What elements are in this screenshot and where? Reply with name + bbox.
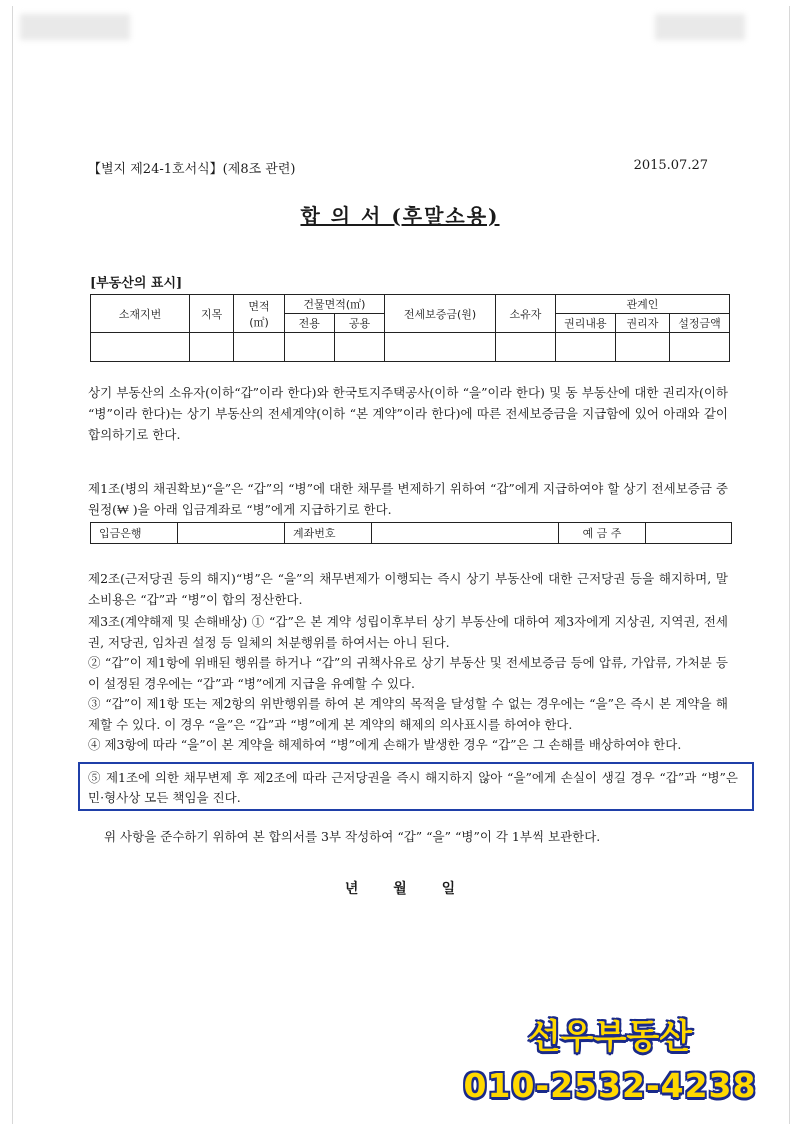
col-set-amount: 설정금액 — [669, 314, 729, 333]
col-land: 지목 — [190, 295, 234, 333]
col-building-area: 건물면적(㎡) — [284, 295, 384, 314]
blurred-mark-right — [655, 14, 745, 40]
col-exclusive: 전용 — [284, 314, 334, 333]
holder-value — [646, 523, 732, 544]
account-value — [372, 523, 559, 544]
article-3 — [88, 612, 728, 756]
brand-phone: 010-2532-4238 — [463, 1066, 757, 1105]
article-3-clause-2: ② “갑”이 제1항에 위배된 행위를 하거나 “갑”의 귀책사유로 상기 부동산 및 전세보증금 등에 압류, 가압류, 가처분 등이 설정된 경우에는 “갑”과 “병”에게 지급을 유예할 수 있다. — [88, 655, 728, 691]
header-line — [88, 158, 708, 177]
col-deposit: 전세보증금(원) — [385, 295, 496, 333]
article-2: 제2조(근저당권 등의 해지)“병”은 “을”의 채무변제가 이행되는 즉시 상기 부동산에 대한 근저당권 등을 해지하며, 말소비용은 “갑”과 “병”이 합의 정산한다. — [88, 571, 728, 607]
document-title: 합 의 서 (후말소용) — [300, 204, 500, 228]
form-label: 【별지 제24-1호서식】(제8조 관련) — [88, 162, 296, 177]
table-row — [91, 333, 730, 362]
section-heading: [부동산의 표시] — [90, 276, 183, 291]
article-3-clause-4: ④ 제3항에 따라 “을”이 본 계약을 해제하여 “병”에게 손해가 발생한 경우 “갑”은 그 손해를 배상하여야 한다. — [88, 737, 682, 752]
bank-label: 입금은행 — [91, 523, 178, 544]
article-3-clause-1: 제3조(계약해제 및 손해배상) ① “갑”은 본 계약 성립이후부터 상기 부동산에 대하여 제3자에게 지상권, 지역권, 전세권, 저당권, 임차권 설정 등 일체의 처분행위를 하여서는 아니 된다. — [88, 614, 728, 650]
col-right-content: 권리내용 — [555, 314, 615, 333]
blurred-mark-left — [20, 14, 130, 40]
col-owner: 소유자 — [495, 295, 555, 333]
brand-watermark — [440, 1016, 780, 1108]
document-date: 2015.07.27 — [633, 158, 708, 173]
bank-value — [178, 523, 285, 544]
col-location: 소재지번 — [91, 295, 190, 333]
article-1: 제1조(병의 채권확보)“을”은 “갑”의 “병”에 대한 채무를 변제하기 위하여 “갑”에게 지급하여야 할 상기 전세보증금 중 원정(₩ )을 아래 입금계좌로 “병”에게 지급하기로 한다. — [88, 481, 728, 517]
bank-account-table — [90, 522, 732, 544]
account-label: 계좌번호 — [285, 523, 372, 544]
holder-label: 예 금 주 — [559, 523, 646, 544]
closing-statement: 위 사항을 준수하기 위하여 본 합의서를 3부 작성하여 “갑” “을” “병”이 각 1부씩 보관한다. — [104, 829, 601, 844]
property-table — [90, 294, 730, 362]
col-area: 면적 (㎡) — [234, 295, 284, 333]
col-right-holder: 권리자 — [615, 314, 669, 333]
col-related: 관계인 — [555, 295, 729, 314]
brand-name: 선우부동산 — [527, 1017, 693, 1057]
col-common: 공용 — [334, 314, 384, 333]
signature-date-line: 년 월 일 — [344, 881, 456, 897]
intro-paragraph: 상기 부동산의 소유자(이하“갑”이라 한다)와 한국토지주택공사(이하 “을”이라 한다) 및 동 부동산에 대한 권리자(이하 “병”이라 한다)는 상기 부동산의 전세계약(이하 “본 계약”이라 한다)에 따른 전세보증금을 지급함에 있어 아래와 같이 합의하기로 한다. — [88, 385, 728, 442]
article-3-clause-5: ⑤ 제1조에 의한 채무변제 후 제2조에 따라 근저당권을 즉시 해지하지 않아 “을”에게 손실이 생길 경우 “갑”과 “병”은 민·형사상 모든 책임을 진다. — [88, 770, 738, 805]
article-3-clause-3: ③ “갑”이 제1항 또는 제2항의 위반행위를 하여 본 계약의 목적을 달성할 수 없는 경우에는 “을”은 즉시 본 계약을 해제할 수 있다. 이 경우 “을”은 “갑”과 “병”에게 본 계약의 해제의 의사표시를 하여야 한다. — [88, 696, 728, 732]
